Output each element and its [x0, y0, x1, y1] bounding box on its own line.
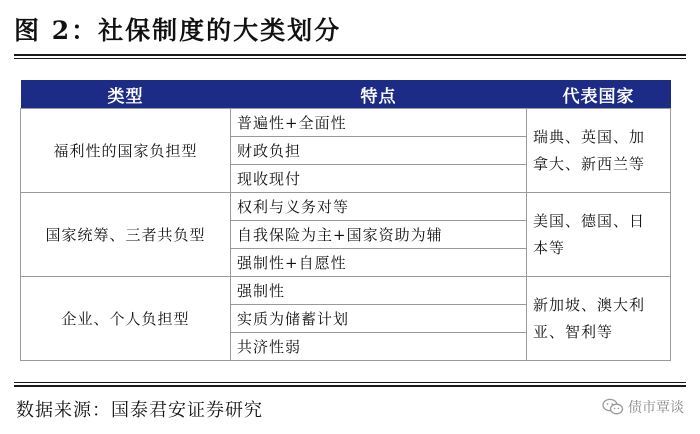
bottom-rule-thin — [14, 382, 686, 383]
row-feature: 财政负担 — [231, 137, 527, 165]
countries-line: 亚、智利等 — [533, 322, 614, 341]
row-feature: 强制性 — [231, 277, 527, 305]
table-header-row — [21, 80, 671, 109]
row-type: 福利性的国家负担型 — [21, 109, 231, 193]
watermark-text: 债市覃谈 — [628, 400, 684, 416]
row-feature: 强制性+自愿性 — [231, 249, 527, 277]
figure-title: 图 2：社保制度的大类划分 — [14, 16, 342, 45]
row-feature: 共济性弱 — [231, 333, 527, 361]
row-feature: 普遍性+全面性 — [231, 109, 527, 137]
watermark — [602, 397, 684, 417]
countries-line: 本等 — [533, 238, 566, 257]
countries-line: 拿大、新西兰等 — [533, 154, 646, 173]
row-feature: 现收现付 — [231, 165, 527, 193]
wechat-icon — [602, 398, 624, 416]
row-feature: 实质为储蓄计划 — [231, 305, 527, 333]
header-features: 特点 — [231, 80, 527, 109]
header-countries: 代表国家 — [527, 80, 671, 109]
data-source: 数据来源：国泰君安证券研究 — [16, 400, 263, 421]
table-row — [21, 109, 671, 137]
top-rule — [14, 54, 686, 56]
row-countries — [527, 193, 671, 277]
row-countries — [527, 109, 671, 193]
social-security-table — [20, 80, 671, 361]
countries-line: 瑞典、英国、加 — [533, 127, 646, 146]
countries-line: 新加坡、澳大利 — [533, 295, 646, 314]
table-row — [21, 277, 671, 305]
countries-line: 美国、德国、日 — [533, 211, 646, 230]
row-type: 国家统筹、三者共负型 — [21, 193, 231, 277]
table-row — [21, 193, 671, 221]
top-rule-thin — [14, 58, 686, 59]
header-type: 类型 — [21, 80, 231, 109]
row-feature: 权利与义务对等 — [231, 193, 527, 221]
bottom-rule — [14, 385, 686, 387]
row-countries — [527, 277, 671, 361]
row-type: 企业、个人负担型 — [21, 277, 231, 361]
row-feature: 自我保险为主+国家资助为辅 — [231, 221, 527, 249]
